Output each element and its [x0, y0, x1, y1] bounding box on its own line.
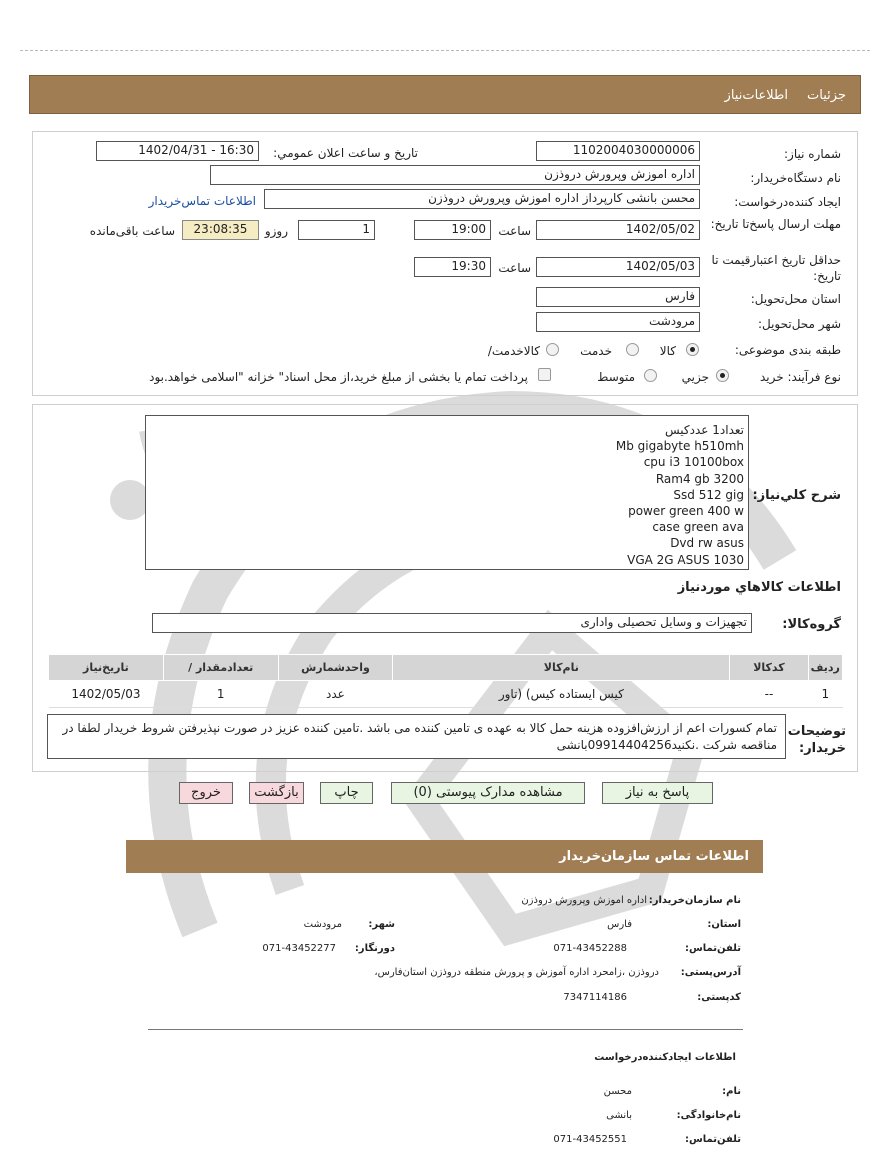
- description-label: شرح کلي‌نیاز:: [752, 488, 841, 503]
- col-code: کدکالا: [730, 655, 808, 681]
- reply-date-field: 1402/05/02: [536, 220, 700, 240]
- description-line: power green 400 w: [628, 504, 744, 519]
- need-number-field: 1102004030000006: [536, 141, 700, 161]
- col-date: تاریخ‌نیاز: [49, 655, 164, 681]
- buyer-notes-box: تمام کسورات اعم از ارزش‌افزوده هزینه حمل کالا به عهده ی تامین کننده می باشد .تامین کننده عزیز در صورت نپذیرفتن شروط خریدار لطفا در مناقصه شرکت .نکنید09914404256بانشی: [47, 714, 786, 759]
- buyer-notes-label: توضیحات خریدار:: [787, 724, 846, 756]
- city-label: شهر محل‌تحویل:: [757, 317, 841, 331]
- col-name: نام‌کالا: [393, 655, 730, 681]
- print-button[interactable]: چاپ: [320, 782, 373, 804]
- phone-label: تلفن‌تماس:: [684, 943, 741, 954]
- process-medium-label: متوسط: [597, 370, 635, 384]
- col-row: ردیف: [808, 655, 842, 681]
- creator-family-label: نام‌خانوادگی:: [676, 1110, 741, 1121]
- category-label: طبقه بندی موضوعی:: [734, 343, 841, 357]
- province-label: استان محل‌تحویل:: [750, 292, 841, 306]
- table-row: [49, 681, 843, 708]
- announce-field: 1402/04/31 - 16:30: [96, 141, 259, 161]
- process-label: نوع فرآیند: خرید: [760, 370, 841, 384]
- col-qty: تعدادمقدار /: [163, 655, 278, 681]
- postal-value: 7347114186: [563, 992, 627, 1003]
- category-goods-radio[interactable]: [686, 343, 699, 356]
- description-line: case green ava: [652, 520, 744, 535]
- description-line: VGA 2G ASUS 1030: [627, 552, 744, 567]
- contact-city-value: مرودشت: [303, 919, 342, 930]
- reply-deadline-label: مهلت ارسال پاسخ‌تا تاریخ:: [710, 217, 841, 231]
- exit-button[interactable]: خروج: [179, 782, 233, 804]
- creator-field: محسن بانشی کارپرداز اداره اموزش وپرورش دروذزن: [264, 189, 700, 209]
- remaining-timer: 23:08:35: [182, 220, 259, 240]
- description-line: Mb gigabyte h510mh: [615, 439, 744, 454]
- cell-qty: 1: [163, 681, 278, 708]
- creator-name-label: نام:: [722, 1086, 741, 1097]
- buyer-label: نام دستگاه‌خریدار:: [750, 171, 841, 185]
- description-line: Ram4 gb 3200: [655, 471, 744, 486]
- contact-province-value: فارس: [607, 919, 632, 930]
- contact-province-label: استان:: [707, 919, 741, 930]
- buyer-field: اداره اموزش وپرورش دروذزن: [210, 165, 700, 185]
- fax-label: دورنگار:: [354, 943, 395, 954]
- category-goods-service-radio[interactable]: [546, 343, 559, 356]
- description-line: تعداد1 عددکیس: [665, 423, 744, 437]
- attachments-button[interactable]: مشاهده مدارک پیوستی (0): [391, 782, 585, 804]
- back-button[interactable]: بازگشت: [249, 782, 304, 804]
- category-goods-service-label: کالا‌خدمت/: [487, 344, 540, 358]
- reply-time-field: 19:00: [414, 220, 491, 240]
- tab-details[interactable]: جزئیات: [807, 88, 846, 103]
- announce-label: تاریخ و ساعت اعلان عمومي:: [273, 146, 418, 160]
- buyer-contact-link[interactable]: اطلاعات تماس‌خریدار: [148, 194, 256, 208]
- need-number-label: شماره نیاز:: [784, 147, 841, 161]
- address-label: آدرس‌پستی:: [680, 967, 741, 978]
- goods-table: [48, 654, 843, 708]
- header-bar: [29, 75, 861, 114]
- goods-section-title: اطلاعات کالاهاي موردنیاز: [677, 580, 841, 595]
- category-service-label: خدمت: [580, 344, 612, 358]
- category-goods-label: کالا: [659, 344, 676, 358]
- remaining-label: ساعت باقی‌مانده: [89, 224, 175, 238]
- process-partial-label: جزیي: [681, 370, 709, 384]
- process-partial-radio[interactable]: [716, 369, 729, 382]
- creator-family-value: بانشی: [606, 1110, 632, 1121]
- top-divider: [20, 50, 870, 51]
- description-line: Ssd 512 gig: [673, 487, 744, 502]
- org-value: اداره اموزش وپرورش دروذزن: [521, 895, 647, 906]
- contact-city-label: شهر:: [368, 919, 395, 930]
- goods-group-field: تجهیزات و وسایل تحصیلی واداری: [152, 613, 752, 633]
- tab-need-info[interactable]: اطلاعات‌نیاز: [724, 88, 788, 103]
- creator-name-value: محسن: [603, 1086, 632, 1097]
- cell-row: 1: [808, 681, 842, 708]
- fax-value: 071-43452277: [262, 943, 336, 954]
- treasury-checkbox[interactable]: [538, 368, 551, 381]
- creator-section-title: اطلاعات ایجادکننده‌درخواست: [594, 1052, 736, 1063]
- treasury-note: پرداخت تمام یا بخشی از مبلغ خرید،از محل اسناد" خزانه "اسلامی خواهد.بود: [149, 370, 528, 384]
- reply-time-label: ساعت: [498, 224, 531, 238]
- cell-name: کیس ایستاده کیس) (تاور: [393, 681, 730, 708]
- province-field: فارس: [536, 287, 700, 307]
- contact-bar: [126, 840, 763, 873]
- reply-button[interactable]: پاسخ به نیاز: [602, 782, 713, 804]
- validity-time-label: ساعت: [498, 261, 531, 275]
- process-medium-radio[interactable]: [644, 369, 657, 382]
- contact-divider: [148, 1029, 743, 1030]
- validity-time-field: 19:30: [414, 257, 491, 277]
- table-header-row: [49, 655, 843, 681]
- description-line: cpu i3 10100box: [643, 455, 744, 470]
- phone-value: 071-43452288: [553, 943, 627, 954]
- postal-label: کد‌پستی:: [697, 992, 741, 1003]
- city-field: مرودشت: [536, 312, 700, 332]
- address-value: دروذزن ،زامحرد اداره آموزش و پرورش منطقه دروذزن استان‌فارس،: [374, 967, 659, 978]
- contact-bar-title: اطلاعات تماس سازمان‌خریدار: [559, 849, 749, 864]
- cell-date: 1402/05/03: [49, 681, 164, 708]
- goods-group-label: گروه‌کالا:: [782, 617, 841, 632]
- creator-label: ایجاد کننده‌درخواست:: [734, 195, 841, 209]
- category-service-radio[interactable]: [626, 343, 639, 356]
- cell-code: --: [730, 681, 808, 708]
- org-label: نام سازمان‌خریدار:: [648, 895, 741, 906]
- validity-date-field: 1402/05/03: [536, 257, 700, 277]
- col-unit: واحدشمارش: [278, 655, 393, 681]
- description-line: Dvd rw asus: [670, 536, 744, 551]
- creator-phone-label: تلفن‌تماس:: [684, 1134, 741, 1145]
- creator-phone-value: 071-43452551: [553, 1134, 627, 1145]
- days-field: 1: [298, 220, 375, 240]
- days-label: روزو: [264, 224, 288, 238]
- cell-unit: عدد: [278, 681, 393, 708]
- description-box: [145, 415, 749, 570]
- validity-label: حداقل تاریخ اعتبار‌قیمت تا تاریخ:: [711, 253, 841, 283]
